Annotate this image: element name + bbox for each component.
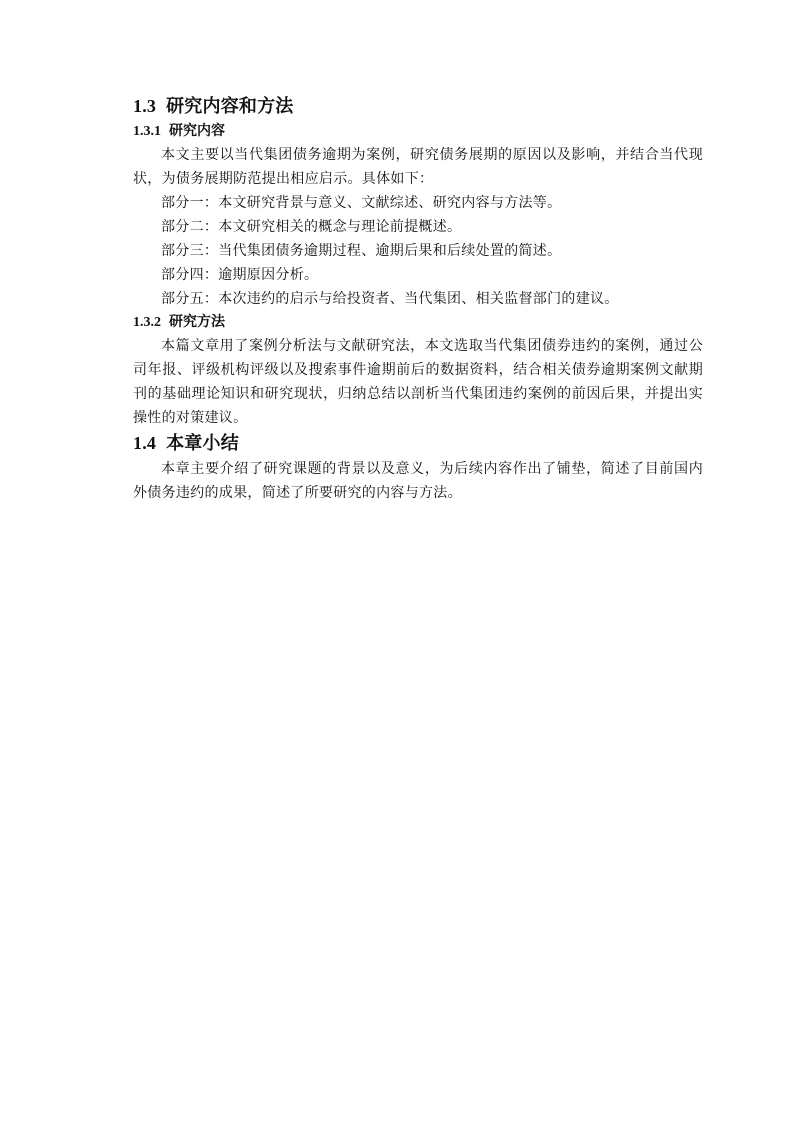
section-heading-1-3: [133, 93, 703, 120]
subsection-heading-1-3-2: [133, 311, 703, 334]
part-item-4: 部分四：逾期原因分析。: [161, 267, 319, 283]
subsection-title: 研究内容: [169, 123, 225, 139]
section-number: 1.3: [133, 96, 157, 116]
section-title: 本章小结: [166, 433, 239, 454]
subsection-number: 1.3.2: [133, 315, 161, 330]
chapter-summary-body: 本章主要介绍了研究课题的背景以及意义，为后续内容作出了铺垫，简述了目前国内外债务违约的成果，简述了所要研究的内容与方法。: [133, 461, 703, 501]
part-item-5: 部分五：本次违约的启示与给投资者、当代集团、相关监督部门的建议。: [161, 291, 619, 307]
research-content-intro: 本文主要以当代集团债务逾期为案例，研究债务展期的原因以及影响，并结合当代现状，为债务展期防范提出相应启示。具体如下：: [133, 147, 703, 187]
page-content: [133, 93, 703, 505]
section-number: 1.4: [133, 433, 157, 453]
part-item-1: 部分一：本文研究背景与意义、文献综述、研究内容与方法等。: [161, 195, 562, 211]
section-title: 研究内容和方法: [166, 96, 294, 117]
part-item-2: 部分二：本文研究相关的概念与理论前提概述。: [161, 219, 462, 235]
part-item-3: 部分三：当代集团债务逾期过程、逾期后果和后续处置的简述。: [161, 243, 562, 259]
research-method-body: 本篇文章用了案例分析法与文献研究法，本文选取当代集团债券违约的案例，通过公司年报、评级机构评级以及搜索事件逾期前后的数据资料，结合相关债券逾期案例文献期刊的基础理论知识和研究现状，归纳总结以剖析当代集团违约案例的前因后果，并提出实操性的对策建议。: [133, 338, 703, 426]
section-heading-1-4: [133, 430, 703, 457]
subsection-heading-1-3-1: [133, 120, 703, 143]
subsection-number: 1.3.1: [133, 124, 161, 139]
subsection-title: 研究方法: [169, 314, 225, 330]
